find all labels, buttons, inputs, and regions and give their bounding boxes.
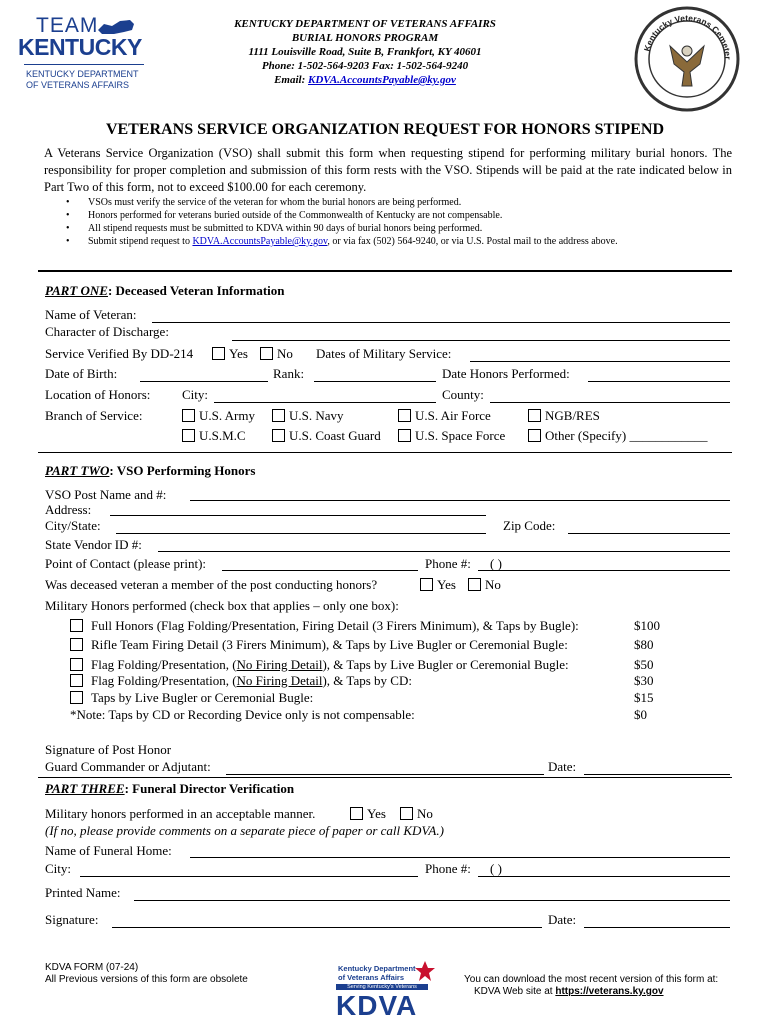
post-name-label: VSO Post Name and #: — [45, 487, 167, 502]
branch-other[interactable]: Other (Specify) ____________ — [528, 428, 707, 444]
honors-amount: $100 — [634, 618, 660, 633]
veteran-name-label: Name of Veteran: — [45, 307, 137, 322]
header-line1: KENTUCKY DEPARTMENT OF VETERANS AFFAIRS — [234, 18, 496, 30]
printed-name-field[interactable] — [134, 900, 730, 901]
website-line: KDVA Web site at https://veterans.ky.gov — [474, 986, 664, 997]
phone-field[interactable] — [478, 570, 730, 571]
part-two-heading: PART TWO: VSO Performing Honors — [45, 463, 256, 478]
branch-spaceforce[interactable]: U.S. Space Force — [398, 428, 505, 444]
comment-instruction: (If no, please provide comments on a separate piece of paper or call KDVA.) — [45, 823, 444, 838]
county-field[interactable] — [490, 402, 730, 403]
rank-label: Rank: — [273, 366, 305, 381]
branch-usmc[interactable]: U.S.M.C — [182, 428, 246, 444]
eagle-seal-icon — [634, 6, 740, 112]
phone-parens: ( ) — [490, 556, 502, 571]
branch-airforce[interactable]: U.S. Air Force — [398, 408, 491, 424]
address-label: Address: — [45, 502, 92, 517]
spaceforce-checkbox[interactable] — [398, 429, 411, 442]
kdva-logo-dept: Kentucky Department — [338, 964, 416, 973]
honors-intro: Military Honors performed (check box that applies – only one box): — [45, 598, 399, 613]
veteran-name-field[interactable] — [152, 322, 730, 323]
honors-3-checkbox[interactable] — [70, 658, 83, 671]
form-number: KDVA FORM (07-24) — [45, 962, 139, 973]
honors-amount: $15 — [634, 690, 654, 705]
location-label: Location of Honors: — [45, 387, 151, 402]
airforce-checkbox[interactable] — [398, 409, 411, 422]
acceptable-yes-checkbox[interactable] — [350, 807, 363, 820]
download-note: You can download the most recent version of this form at: — [464, 974, 719, 985]
vendor-id-label: State Vendor ID #: — [45, 537, 142, 552]
header-email-link[interactable]: KDVA.AccountsPayable@ky.gov — [308, 74, 456, 86]
fd-date-field[interactable] — [584, 927, 730, 928]
honors-amount: $50 — [634, 657, 654, 672]
bullet-item: • Honors performed for veterans buried outside of the Commonwealth of Kentucky are not compensable. — [66, 210, 503, 221]
signature-label-1: Signature of Post Honor — [45, 742, 172, 757]
zip-field[interactable] — [568, 533, 730, 534]
poc-field[interactable] — [222, 570, 418, 571]
part-three-heading: PART THREE: Funeral Director Verification — [45, 781, 295, 796]
dd214-label: Service Verified By DD-214 — [45, 346, 194, 361]
member-no[interactable]: No — [468, 577, 501, 593]
honors-amount: $30 — [634, 673, 654, 688]
seal-text: Kentucky Veterans Cemeter — [641, 12, 734, 60]
dd214-yes-checkbox[interactable] — [212, 347, 225, 360]
branch-coastguard[interactable]: U.S. Coast Guard — [272, 428, 381, 444]
branch-ngb[interactable]: NGB/RES — [528, 408, 600, 424]
member-yes-checkbox[interactable] — [420, 578, 433, 591]
dob-label: Date of Birth: — [45, 366, 118, 381]
member-yes[interactable]: Yes — [420, 577, 456, 593]
logo-divider — [24, 64, 144, 65]
ngb-checkbox[interactable] — [528, 409, 541, 422]
printed-name-label: Printed Name: — [45, 885, 121, 900]
kdva-logo — [334, 960, 438, 1022]
acceptable-yes[interactable]: Yes — [350, 806, 386, 822]
section-divider — [38, 777, 732, 778]
cemeteries-seal — [634, 6, 740, 112]
discharge-label: Character of Discharge: — [45, 324, 169, 339]
acceptable-no-checkbox[interactable] — [400, 807, 413, 820]
bullet-list — [66, 196, 736, 248]
logo-dept-line2: OF VETERANS AFFAIRS — [26, 80, 130, 90]
usmc-checkbox[interactable] — [182, 429, 195, 442]
funeral-phone-label: Phone #: — [425, 861, 471, 876]
kdva-logo-wordmark: KDVA — [336, 990, 418, 1021]
discharge-field[interactable] — [232, 340, 730, 341]
bullet-item: • All stipend requests must be submitted to KDVA within 90 days of burial honors being performed. — [66, 223, 483, 234]
section-divider — [38, 270, 732, 272]
logo-kentucky-text: KENTUCKY — [18, 34, 142, 60]
city-label: City: — [182, 387, 209, 402]
date-honors-label: Date Honors Performed: — [442, 366, 570, 381]
header-line2: BURIAL HONORS PROGRAM — [291, 32, 439, 44]
logo-dept-line1: KENTUCKY DEPARTMENT — [26, 69, 139, 79]
honors-1-checkbox[interactable] — [70, 619, 83, 632]
kdva-logo-tagline: Serving Kentucky's Veterans — [336, 984, 428, 990]
obsolete-notice: All Previous versions of this form are obsolete — [45, 974, 248, 985]
location-city-field[interactable] — [214, 402, 436, 403]
navy-checkbox[interactable] — [272, 409, 285, 422]
header-email-line: Email: KDVA.AccountsPayable@ky.gov — [274, 74, 456, 86]
honors-amount: $0 — [634, 707, 647, 722]
county-label: County: — [442, 387, 484, 402]
kdva-logo-dept2: of Veterans Affairs — [338, 973, 404, 982]
website-link[interactable]: https://veterans.ky.gov — [555, 986, 664, 997]
honors-option-2[interactable]: Rifle Team Firing Detail (3 Firers Minimum), & Taps by Live Bugler or Ceremonial Bugle: — [70, 637, 568, 653]
funeral-home-label: Name of Funeral Home: — [45, 843, 172, 858]
header-line3: 1111 Louisville Road, Suite B, Frankfort, KY 40601 — [248, 46, 482, 58]
honors-option-3[interactable]: Flag Folding/Presentation, (No Firing Detail), & Taps by Live Bugler or Ceremonial Bugle: — [70, 657, 569, 673]
star-icon — [414, 960, 436, 982]
army-checkbox[interactable] — [182, 409, 195, 422]
coastguard-checkbox[interactable] — [272, 429, 285, 442]
fd-signature-label: Signature: — [45, 912, 99, 927]
vendor-id-field[interactable] — [158, 551, 730, 552]
rank-field[interactable] — [314, 381, 436, 382]
honors-option-1[interactable]: Full Honors (Flag Folding/Presentation, Firing Detail (3 Firers Minimum), & Taps by Bugle): — [70, 618, 579, 634]
page-title: VETERANS SERVICE ORGANIZATION REQUEST FOR HONORS STIPEND — [105, 121, 665, 138]
branch-army[interactable]: U.S. Army — [182, 408, 255, 424]
city-state-field[interactable] — [116, 533, 486, 534]
part-one-heading: PART ONE: Deceased Veteran Information — [45, 283, 285, 298]
commander-date-field[interactable] — [584, 774, 730, 775]
acceptable-manner-label: Military honors performed in an acceptable manner. — [45, 806, 316, 821]
dd214-no[interactable]: No — [260, 346, 293, 362]
member-no-checkbox[interactable] — [468, 578, 481, 591]
acceptable-no[interactable]: No — [400, 806, 433, 822]
fd-date-label: Date: — [548, 912, 577, 927]
fd-signature-field[interactable] — [112, 927, 542, 928]
team-kentucky-logo — [18, 14, 148, 94]
bullet-item: • VSOs must verify the service of the veteran for whom the burial honors are being performed. — [66, 197, 462, 208]
member-question: Was deceased veteran a member of the post conducting honors? — [45, 577, 378, 592]
funeral-city-field[interactable] — [80, 876, 418, 877]
address-field[interactable] — [110, 515, 486, 516]
header-line4: Phone: 1-502-564-9203 Fax: 1-502-564-9240 — [261, 60, 469, 72]
honors-option-4[interactable]: Flag Folding/Presentation, (No Firing Detail), & Taps by CD: — [70, 673, 412, 689]
phone-label: Phone #: — [425, 556, 471, 571]
funeral-city-label: City: — [45, 861, 72, 876]
honors-2-checkbox[interactable] — [70, 638, 83, 651]
signature-label-2: Guard Commander or Adjutant: — [45, 759, 211, 774]
service-dates-field[interactable] — [470, 361, 730, 362]
bullet-item: • Submit stipend request to KDVA.AccountsPayable@ky.gov, or via fax (502) 564-9240, or via U.S. Postal mail to the address above. — [66, 236, 618, 247]
funeral-home-field[interactable] — [190, 857, 730, 858]
other-checkbox[interactable] — [528, 429, 541, 442]
bullet-email-link[interactable]: KDVA.AccountsPayable@ky.gov — [192, 236, 328, 247]
honors-note: *Note: Taps by CD or Recording Device only is not compensable: — [70, 707, 415, 722]
post-name-field[interactable] — [190, 500, 730, 501]
commander-signature-field[interactable] — [226, 774, 544, 775]
dd214-no-checkbox[interactable] — [260, 347, 273, 360]
funeral-phone-field[interactable] — [478, 876, 730, 877]
branch-navy[interactable]: U.S. Navy — [272, 408, 344, 424]
intro-paragraph: A Veterans Service Organization (VSO) shall submit this form when requesting stipend for performing military burial honors. The responsibility for proper completion and submission of this form rests with the VSO. Stipends will be paid at the rate indicated below in Part Two of this form, not to exceed $100.00 for each ceremony. — [44, 146, 732, 194]
honors-5-checkbox[interactable] — [70, 691, 83, 704]
header-address-block — [200, 17, 530, 87]
commander-date-label: Date: — [548, 759, 577, 774]
honors-option-5[interactable]: Taps by Live Bugler or Ceremonial Bugle: — [70, 690, 313, 706]
dob-field[interactable] — [140, 381, 268, 382]
honors-4-checkbox[interactable] — [70, 674, 83, 687]
zip-label: Zip Code: — [503, 518, 556, 533]
city-state-label: City/State: — [45, 518, 101, 533]
date-honors-field[interactable] — [588, 381, 730, 382]
logo-team-text: TEAM — [36, 14, 99, 37]
honors-amount: $80 — [634, 637, 654, 652]
section-divider — [38, 452, 732, 453]
poc-label: Point of Contact (please print): — [45, 556, 207, 571]
funeral-phone-parens: ( ) — [490, 861, 502, 876]
service-dates-label: Dates of Military Service: — [316, 346, 452, 361]
branch-label: Branch of Service: — [45, 408, 143, 423]
dd214-yes[interactable]: Yes — [212, 346, 248, 362]
